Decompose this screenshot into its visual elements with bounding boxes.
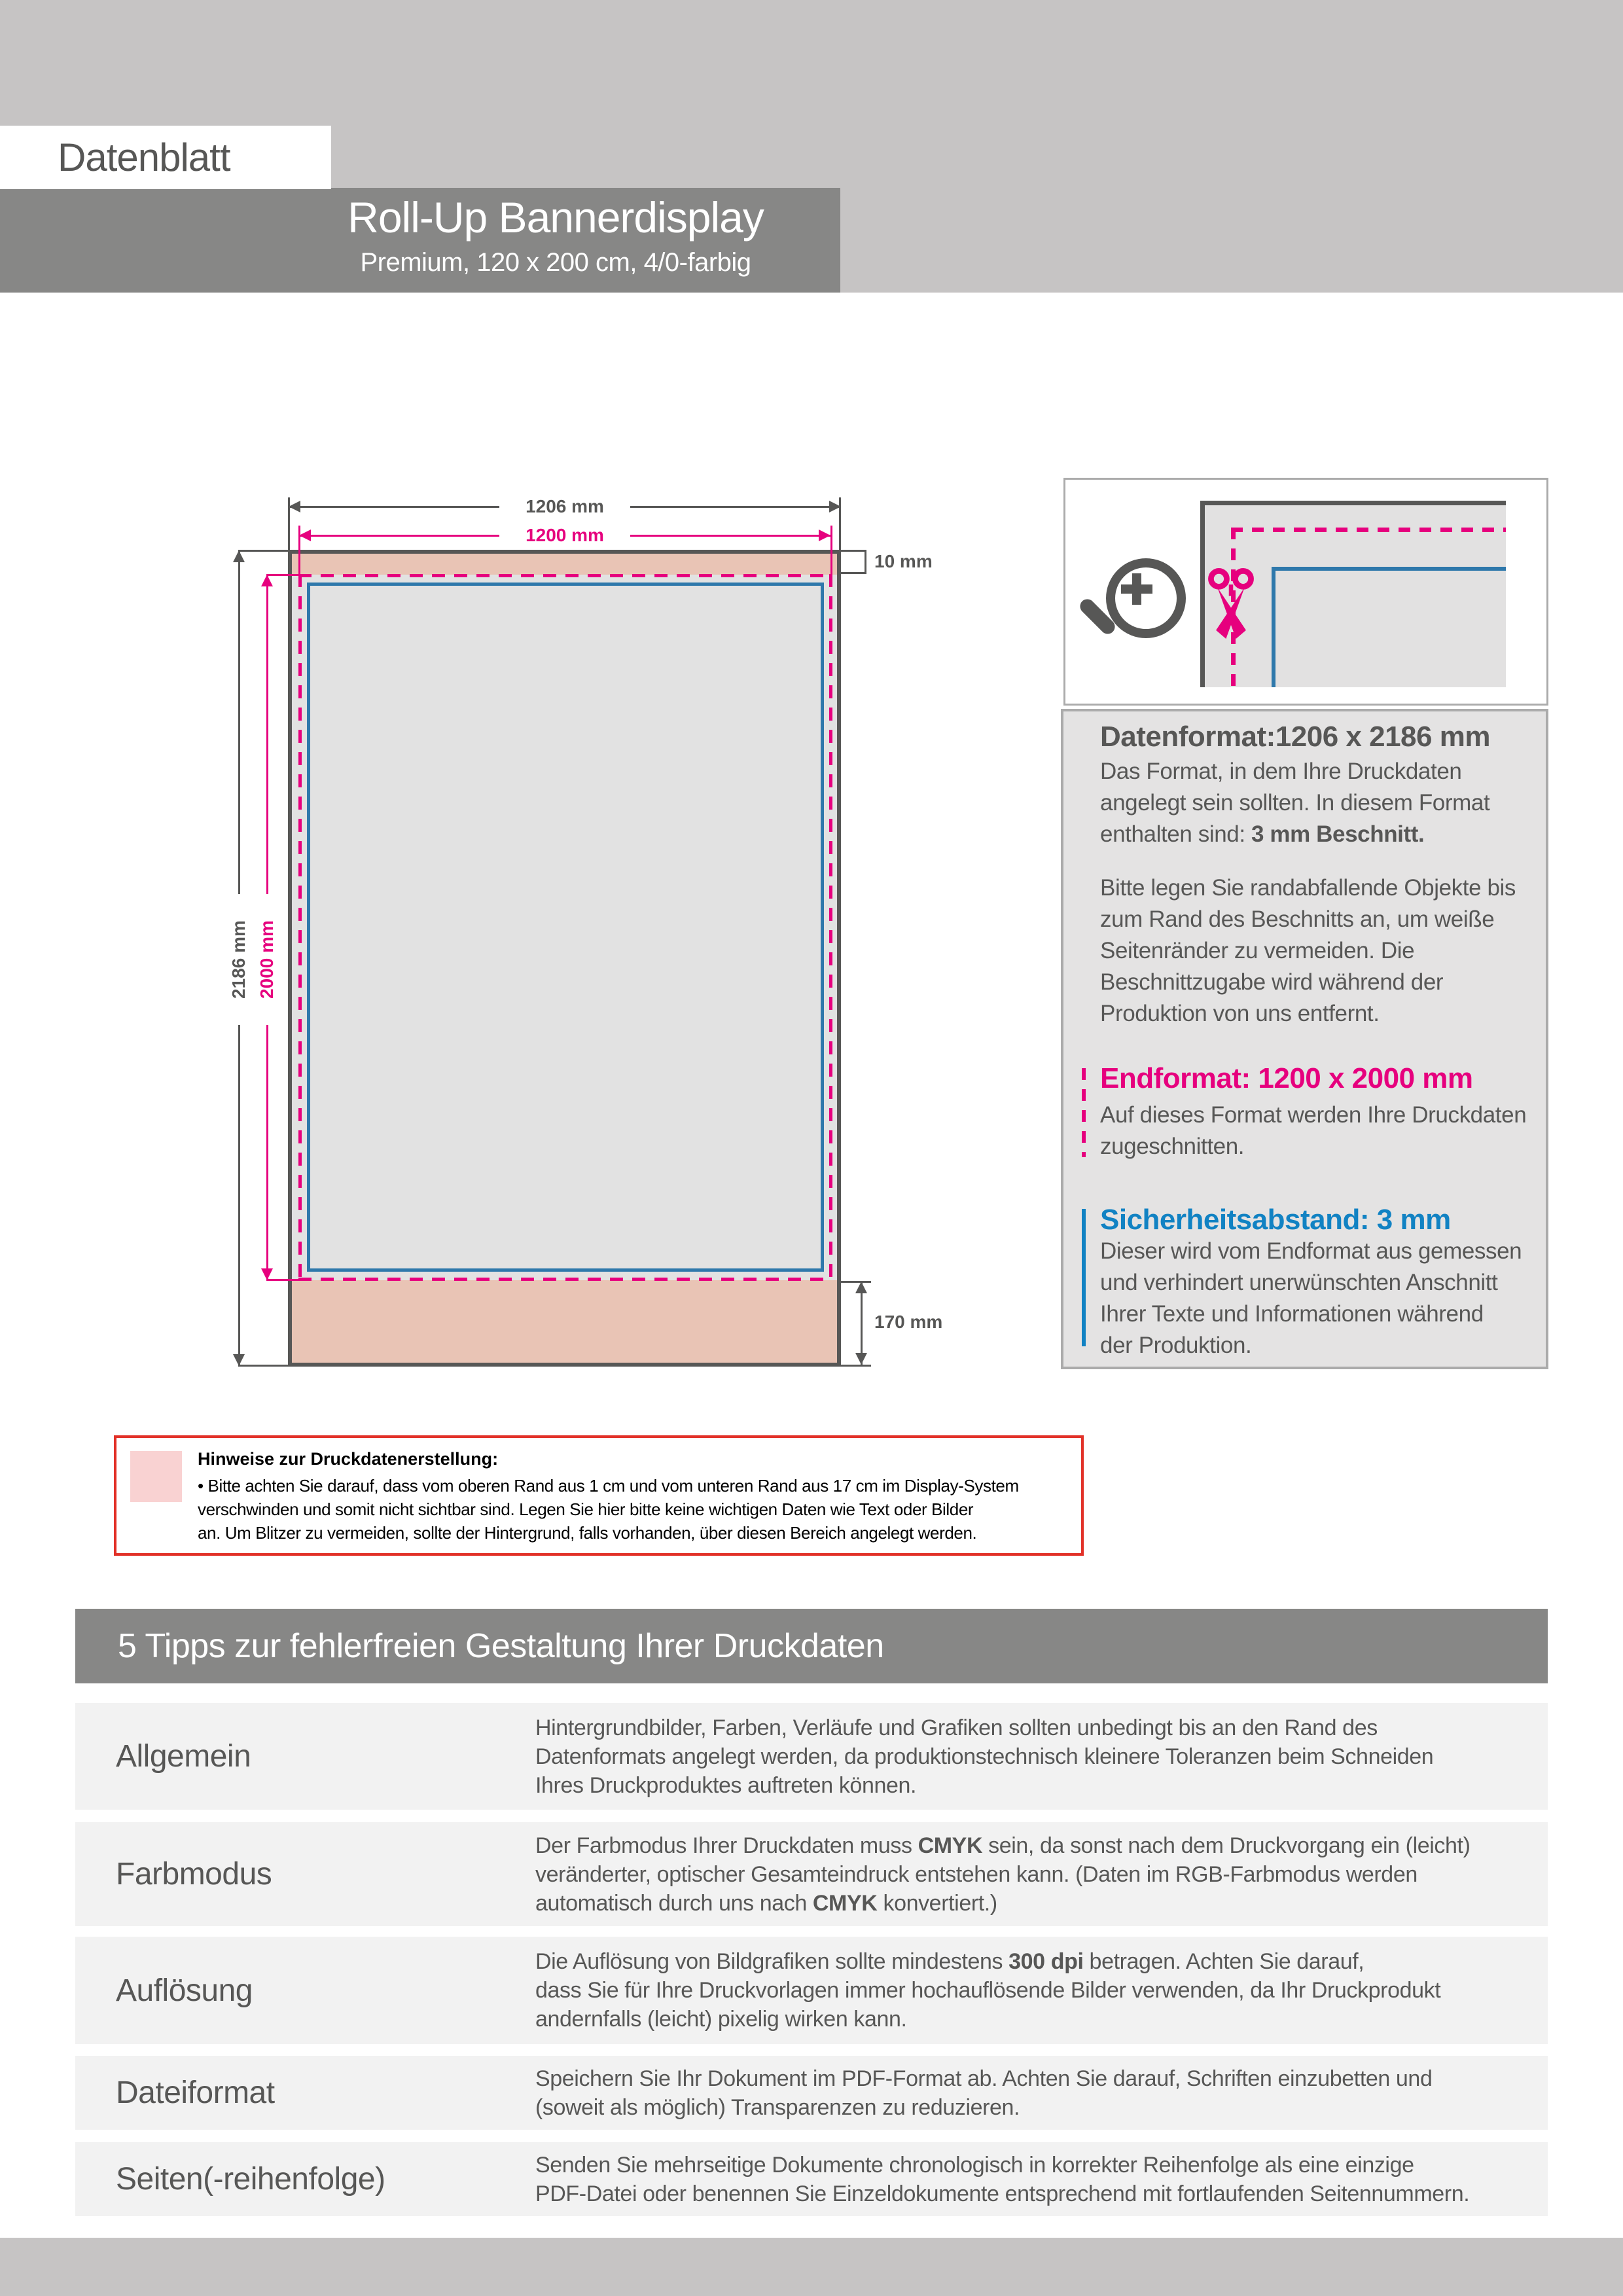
tip-row-label: Auflösung xyxy=(116,1973,253,2008)
text-line: Ihrer Texte und Informationen während xyxy=(1100,1301,1484,1327)
datenformat-paragraph-2 xyxy=(1100,872,1516,1030)
bracket-bottom xyxy=(841,572,866,574)
text-line: und verhindert unerwünschten Anschnitt xyxy=(1100,1270,1498,1295)
dim-ext-final-right xyxy=(830,526,832,574)
arrow-down-icon xyxy=(855,1353,867,1365)
arrow-up-icon xyxy=(233,550,245,562)
text-line: an. Um Blitzer zu vermeiden, sollte der Hintergrund, falls vorhanden, über diesen Bereich angelegt werden. xyxy=(198,1523,977,1543)
sicherheitsabstand-heading: Sicherheitsabstand: 3 mm xyxy=(1100,1204,1451,1236)
arrow-up-icon xyxy=(855,1282,867,1293)
datenblatt-label: Datenblatt xyxy=(58,135,230,179)
tip-row-text xyxy=(535,1947,1440,2034)
tip-row-text xyxy=(535,2151,1469,2208)
magnifier-plus-icon xyxy=(1132,573,1141,605)
text-line: Senden Sie mehrseitige Dokumente chronologisch in korrekter Reihenfolge als eine einzige xyxy=(535,2152,1414,2178)
text-line: PDF-Datei oder benennen Sie Einzeldokumente entsprechend mit fortlaufenden Seitennummern. xyxy=(535,2181,1470,2206)
tip-row-label: Farbmodus xyxy=(116,1857,272,1892)
text-line: der Produktion. xyxy=(1100,1333,1252,1358)
tip-row-label: Seiten(-reihenfolge) xyxy=(116,2162,385,2197)
dim-tick-bottom xyxy=(238,1365,288,1367)
hinweise-body xyxy=(198,1474,1019,1545)
arrow-right-icon xyxy=(829,501,841,512)
detail-border-left xyxy=(1200,501,1205,687)
text-line: Hintergrundbilder, Farben, Verläufe und Grafiken sollten unbedingt bis an den Rand des xyxy=(535,1715,1378,1740)
tip-row-allgemein xyxy=(75,1703,1548,1810)
text-line: (soweit als möglich) Transparenzen zu reduzieren. xyxy=(535,2094,1020,2120)
arrow-left-icon xyxy=(289,501,300,512)
tip-row-label: Allgemein xyxy=(116,1739,251,1774)
text-line: veränderter, optischer Gesamteindruck entstehen kann. (Daten im RGB-Farbmodus werden xyxy=(535,1861,1418,1887)
datenformat-paragraph-1 xyxy=(1100,756,1489,850)
hinweise-title: Hinweise zur Druckdatenerstellung: xyxy=(198,1449,499,1469)
text-line: andernfalls (leicht) pixelig wirken kann. xyxy=(535,2007,907,2032)
detail-safety-line-h xyxy=(1272,567,1506,571)
text-line: zum Rand des Beschnitts an, um weiße xyxy=(1100,906,1495,932)
dim-label-final-height: 2000 mm xyxy=(254,894,280,1025)
text-line: Der Farbmodus Ihrer Druckdaten muss CMYK sein, da sonst nach dem Druckvorgang ein (leicht) xyxy=(535,1833,1471,1858)
format-info-panel xyxy=(1061,709,1548,1369)
text-line: Auf dieses Format werden Ihre Druckdaten xyxy=(1100,1102,1527,1128)
text-line: Seitenränder zu vermeiden. Die xyxy=(1100,938,1415,963)
text-line: angelegt sein sollten. In diesem Format xyxy=(1100,790,1490,816)
text-line: Datenformats angelegt werden, da produktionstechnisch kleinere Toleranzen beim Schneiden xyxy=(535,1744,1434,1769)
text-line: Beschnittzugabe wird während der xyxy=(1100,969,1444,995)
text-line: Das Format, in dem Ihre Druckdaten xyxy=(1100,759,1462,784)
product-subtitle: Premium, 120 x 200 cm, 4/0-farbig xyxy=(360,248,751,277)
hinweise-box xyxy=(114,1435,1084,1556)
safety-margin-rect xyxy=(307,583,824,1272)
product-title: Roll-Up Bannerdisplay xyxy=(348,193,764,242)
footer-band xyxy=(0,2238,1623,2296)
bleed-color-swatch xyxy=(130,1451,182,1502)
bleed-zone-top xyxy=(292,554,837,575)
endformat-dash-marker xyxy=(1082,1068,1086,1157)
arrow-right-icon xyxy=(819,529,830,541)
arrow-down-icon xyxy=(261,1268,273,1280)
dim-label-total-width: 1206 mm xyxy=(499,493,630,520)
text-line: enthalten sind: 3 mm Beschnitt. xyxy=(1100,821,1425,847)
arrow-down-icon xyxy=(233,1354,245,1366)
dim-tick-top xyxy=(238,550,288,552)
tip-row-aufloesung xyxy=(75,1937,1548,2044)
sicherheitsabstand-paragraph xyxy=(1100,1236,1522,1361)
text-line: automatisch durch uns nach CMYK konvertiert.) xyxy=(535,1890,997,1916)
tip-row-text xyxy=(535,1713,1433,1800)
detail-safety-line-v xyxy=(1272,567,1275,687)
magnifier-plus-icon xyxy=(1106,558,1186,638)
arrow-up-icon xyxy=(261,575,273,586)
tip-row-text xyxy=(535,2064,1432,2122)
text-line: Speichern Sie Ihr Dokument im PDF-Format ab. Achten Sie darauf, Schriften einzubetten und xyxy=(535,2066,1433,2091)
arrow-left-icon xyxy=(299,529,311,541)
tip-row-dateiformat xyxy=(75,2056,1548,2130)
text-line: verschwinden und somit nicht sichtbar sind. Legen Sie hier bitte keine wichtigen Daten wie Text oder Bilder xyxy=(198,1499,974,1519)
text-line: Produktion von uns entfernt. xyxy=(1100,1001,1380,1026)
bracket-top xyxy=(841,550,866,552)
product-title-band xyxy=(0,188,840,293)
bleed-zone-bottom xyxy=(292,1280,837,1363)
dim-label-bottom-offset: 170 mm xyxy=(874,1312,943,1332)
detail-endformat-dash-h xyxy=(1231,528,1506,532)
dim-label-top-offset: 10 mm xyxy=(874,551,933,571)
text-line: Die Auflösung von Bildgrafiken sollte mindestens 300 dpi betragen. Achten Sie darauf, xyxy=(535,1949,1364,1974)
detail-border-top xyxy=(1200,501,1506,505)
tips-heading: 5 Tipps zur fehlerfreien Gestaltung Ihrer Druckdaten xyxy=(118,1627,884,1665)
text-line: Dieser wird vom Endformat aus gemessen xyxy=(1100,1238,1522,1264)
corner-detail-box xyxy=(1063,478,1548,706)
text-line: zugeschnitten. xyxy=(1100,1134,1245,1159)
tip-row-farbmodus xyxy=(75,1822,1548,1926)
text-line: Bitte legen Sie randabfallende Objekte bis xyxy=(1100,875,1516,901)
tips-header-band xyxy=(75,1609,1548,1683)
safety-line-marker xyxy=(1082,1209,1086,1346)
tip-row-label: Dateiformat xyxy=(116,2075,275,2110)
dim-label-total-height: 2186 mm xyxy=(226,894,252,1025)
datenblatt-label-box xyxy=(0,126,331,189)
text-line: Ihres Druckproduktes auftreten können. xyxy=(535,1772,917,1798)
scissors-icon xyxy=(1207,567,1255,648)
tip-row-text xyxy=(535,1831,1471,1918)
datenformat-heading: Datenformat:1206 x 2186 mm xyxy=(1100,721,1490,753)
bleed-value: 3 mm Beschnitt. xyxy=(1251,821,1425,847)
text-line: dass Sie für Ihre Druckvorlagen immer hochauflösende Bilder verwenden, da Ihr Druckprodukt xyxy=(535,1978,1441,2003)
tip-row-seitenreihenfolge xyxy=(75,2142,1548,2216)
text-line: • Bitte achten Sie darauf, dass vom oberen Rand aus 1 cm und vom unteren Rand aus 17 cm im Display-System xyxy=(198,1476,1019,1496)
bracket-side xyxy=(865,550,866,574)
dim-label-final-width: 1200 mm xyxy=(499,522,630,548)
dim-tick-offset-bottom xyxy=(841,1365,871,1367)
endformat-heading: Endformat: 1200 x 2000 mm xyxy=(1100,1062,1473,1094)
endformat-paragraph xyxy=(1100,1100,1526,1162)
